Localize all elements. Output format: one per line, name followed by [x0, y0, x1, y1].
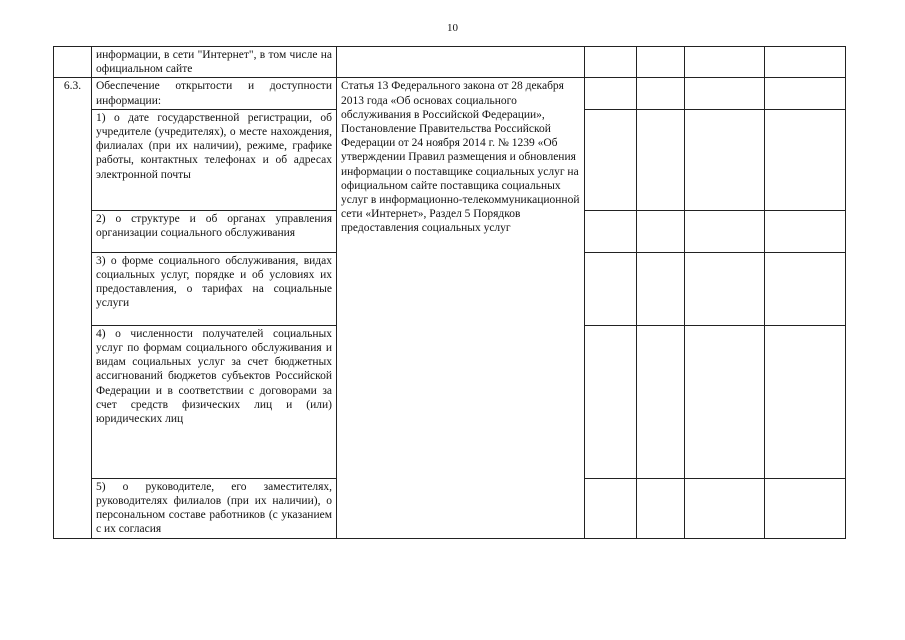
table-row — [54, 78, 846, 109]
cell-empty — [585, 210, 637, 252]
cell-empty — [685, 47, 765, 78]
item-number: 6.3. — [54, 78, 92, 538]
subitem-5: 5) о руководителе, его заместителях, руководителях филиалов (при их наличии), о персональном составе работников (с указанием с их согласия — [92, 478, 337, 538]
cell-empty — [685, 78, 765, 109]
cell-empty — [637, 109, 685, 210]
subitem-3: 3) о форме социального обслуживания, видах социальных услуг, порядке и об условиях их предоставления, о тарифах на социальные услуги — [92, 252, 337, 325]
cell-empty — [685, 325, 765, 478]
cell-empty — [765, 478, 846, 538]
cell-empty — [585, 47, 637, 78]
cell-empty — [685, 210, 765, 252]
continuation-text: информации, в сети "Интернет", в том числе на официальном сайте — [92, 47, 337, 78]
cell-empty — [765, 210, 846, 252]
subitem-4: 4) о численности получателей социальных услуг по формам социального обслуживания и видам социальных услуг за счет бюджетных ассигнований бюджетов субъектов Российской Федерации и в соответствии с договорами за счет средств физических лиц и (или) юридических лиц — [92, 325, 337, 478]
cell-empty — [637, 478, 685, 538]
cell-empty — [685, 109, 765, 210]
cell-empty — [585, 478, 637, 538]
cell-empty — [585, 78, 637, 109]
cell-empty — [585, 109, 637, 210]
page-number: 10 — [447, 22, 458, 34]
cell-number — [54, 47, 92, 78]
subitem-1: 1) о дате государственной регистрации, об учредителе (учредителях), о месте нахождения, филиалах (при их наличии), режиме, графике работы, контактных телефонах и об адресах электронной почты — [92, 109, 337, 210]
cell-empty — [585, 252, 637, 325]
cell-legal-basis — [337, 47, 585, 78]
cell-empty — [637, 252, 685, 325]
cell-empty — [685, 252, 765, 325]
cell-empty — [765, 252, 846, 325]
legal-basis: Статья 13 Федерального закона от 28 декабря 2013 года «Об основах социального обслуживания в Российской Федерации», Постановление Правительства Российской Федерации от 24 ноября 2014 г. № 1239 «Об утверждении Правил размещения и обновления информации о поставщике социальных услуг на официальном сайте поставщика социальных услуг в информационно-телекоммуникационной сети «Интернет», Раздел 5 Порядков предоставления социальных услуг — [337, 78, 585, 538]
cell-empty — [765, 47, 846, 78]
cell-empty — [685, 478, 765, 538]
item-title: Обеспечение открытости и доступности информации: — [92, 78, 337, 109]
cell-empty — [637, 325, 685, 478]
cell-empty — [765, 325, 846, 478]
cell-empty — [637, 47, 685, 78]
subitem-2: 2) о структуре и об органах управления организации социального обслуживания — [92, 210, 337, 252]
cell-empty — [637, 210, 685, 252]
cell-empty — [765, 78, 846, 109]
services-table — [53, 46, 846, 539]
table-row — [54, 47, 846, 78]
cell-empty — [765, 109, 846, 210]
cell-empty — [585, 325, 637, 478]
cell-empty — [637, 78, 685, 109]
